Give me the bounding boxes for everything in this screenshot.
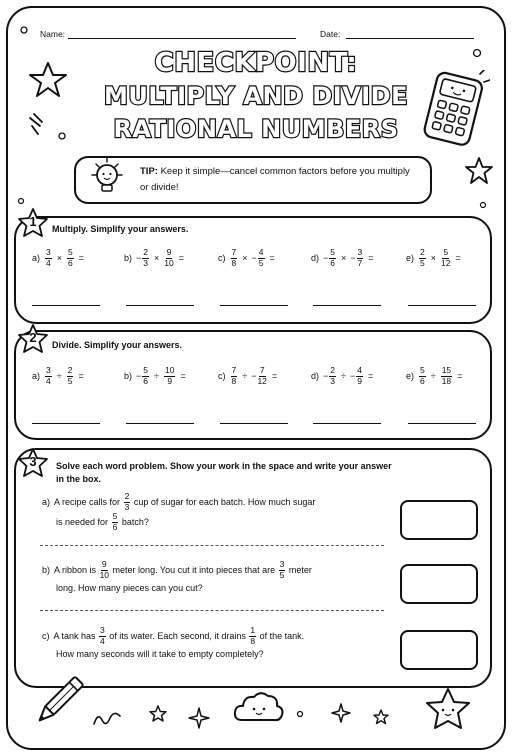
problem-section2 xyxy=(406,366,462,386)
problem-section1 xyxy=(311,248,374,268)
problem-label: a) xyxy=(32,253,41,263)
answer-line[interactable] xyxy=(126,305,194,306)
fraction: $\frac{3}{4}$ xyxy=(46,247,51,268)
small-circle-icon xyxy=(18,24,30,36)
problem-section2 xyxy=(124,366,186,386)
date-field[interactable] xyxy=(346,38,474,39)
equals-sign: = xyxy=(269,253,275,263)
problem-label: b) xyxy=(124,253,133,263)
name-label: Name: xyxy=(40,29,66,39)
sign: − xyxy=(349,371,356,381)
answer-box-c[interactable] xyxy=(400,630,478,670)
problem-label: a) xyxy=(32,371,41,381)
problem-section2 xyxy=(32,366,84,386)
problem-section1 xyxy=(218,248,275,268)
title-line-1: CHECKPOINT: xyxy=(154,48,358,78)
small-circle-icon xyxy=(294,708,306,720)
fraction: $\frac{3}{4}$ xyxy=(100,625,105,646)
fraction: $\frac{7}{12}$ xyxy=(257,365,267,386)
equals-sign: = xyxy=(271,371,278,381)
section-2-heading: Divide. Simplify your answers. xyxy=(52,340,183,350)
fraction: $\frac{5}{6}$ xyxy=(330,247,336,268)
operator: ÷ xyxy=(242,371,248,381)
pencil-icon xyxy=(28,670,88,734)
fraction: $\frac{2}{3}$ xyxy=(143,247,149,268)
answer-line[interactable] xyxy=(313,305,381,306)
equals-sign: = xyxy=(78,253,85,263)
sign: − xyxy=(136,371,142,381)
lightbulb-icon xyxy=(84,154,130,200)
sparkle-icon xyxy=(186,706,212,730)
work-divider xyxy=(40,610,384,611)
equals-sign: = xyxy=(367,371,374,381)
operator: ÷ xyxy=(154,371,159,381)
fraction: $\frac{7}{8}$ xyxy=(231,247,237,268)
sign: − xyxy=(323,253,329,263)
star-icon xyxy=(372,708,390,726)
small-circle-icon xyxy=(16,196,26,206)
answer-box-b[interactable] xyxy=(400,564,478,604)
fraction: $\frac{2}{5}$ xyxy=(420,247,425,268)
fraction: $\frac{9}{10}$ xyxy=(99,559,110,580)
problem-label: d) xyxy=(311,371,320,381)
word-problem-c: c) A tank has $\frac{3}{4}$ of its water. Each second, it drains $\frac{1}{8}$ of the tank. How many seconds will it take to empty completely? xyxy=(42,625,305,659)
tip-text xyxy=(140,164,420,196)
equals-sign: = xyxy=(180,371,186,381)
problem-section1 xyxy=(32,248,84,268)
problem-label: c) xyxy=(218,371,226,381)
fraction: $\frac{15}{18}$ xyxy=(441,365,452,386)
tip-label: TIP: xyxy=(140,166,158,177)
problem-label: e) xyxy=(406,371,415,381)
problem-section2 xyxy=(311,366,373,386)
answer-line[interactable] xyxy=(408,305,476,306)
fraction: $\frac{5}{6}$ xyxy=(112,511,118,532)
small-circle-icon xyxy=(478,200,488,210)
answer-line[interactable] xyxy=(220,423,288,424)
equals-sign: = xyxy=(178,253,185,263)
problem-section1 xyxy=(406,248,461,268)
answer-line[interactable] xyxy=(408,423,476,424)
work-divider xyxy=(40,545,384,546)
date-label: Date: xyxy=(320,29,341,39)
section-3-heading xyxy=(56,460,392,486)
section-3-heading-line-2: in the box. xyxy=(56,474,101,484)
cloud-icon xyxy=(232,688,286,726)
equals-sign: = xyxy=(455,253,461,263)
name-field[interactable] xyxy=(68,38,296,39)
sign: − xyxy=(350,253,356,263)
section-3-number: 3 xyxy=(29,454,37,469)
section-1-heading: Multiply. Simplify your answers. xyxy=(52,224,189,234)
title-line-3: RATIONAL NUMBERS xyxy=(113,115,399,143)
problem-label: d) xyxy=(311,253,320,263)
equals-sign: = xyxy=(457,371,463,381)
fraction: $\frac{3}{7}$ xyxy=(357,247,363,268)
star-icon xyxy=(148,704,168,724)
sign: − xyxy=(251,371,257,381)
sign: − xyxy=(251,253,257,263)
section-2-number: 2 xyxy=(29,330,37,345)
fraction: $\frac{2}{5}$ xyxy=(67,365,73,386)
section-3-heading-line-1: Solve each word problem. Show your work in the space and write your answer xyxy=(56,461,392,471)
fraction: $\frac{7}{8}$ xyxy=(231,365,237,386)
equals-sign: = xyxy=(368,253,374,263)
operator: ÷ xyxy=(56,371,62,381)
operator: × xyxy=(154,253,160,263)
fraction: $\frac{4}{9}$ xyxy=(357,365,362,386)
answer-line[interactable] xyxy=(126,423,194,424)
fraction: $\frac{5}{6}$ xyxy=(68,247,73,268)
fraction: $\frac{10}{9}$ xyxy=(164,365,175,386)
fraction: $\frac{3}{5}$ xyxy=(279,559,285,580)
sign: − xyxy=(136,253,142,263)
squiggle-line-icon xyxy=(92,708,122,730)
answer-box-a[interactable] xyxy=(400,500,478,540)
fraction: $\frac{2}{3}$ xyxy=(330,365,336,386)
answer-line[interactable] xyxy=(313,423,381,424)
fraction: $\frac{4}{5}$ xyxy=(258,247,264,268)
problem-section1 xyxy=(124,248,184,268)
tip-body: Keep it simple—cancel common factors before you multiply or divide! xyxy=(140,166,410,193)
fraction: $\frac{5}{12}$ xyxy=(441,247,451,268)
problem-label: e) xyxy=(406,253,415,263)
operator: × xyxy=(430,253,437,263)
equals-sign: = xyxy=(78,371,84,381)
answer-line[interactable] xyxy=(32,305,100,306)
problem-label: c) xyxy=(218,253,226,263)
operator: × xyxy=(341,253,347,263)
star-icon xyxy=(464,156,494,186)
operator: ÷ xyxy=(430,371,436,381)
sparkle-icon xyxy=(330,702,352,724)
problem-label: b) xyxy=(124,371,133,381)
word-problem-b: b) A ribbon is $\frac{9}{10}$ meter long. You cut it into pieces that are $\frac{3}{5}$ meter long. How many pieces can you cut? xyxy=(42,559,312,593)
operator: × xyxy=(56,253,63,263)
operator: ÷ xyxy=(341,371,346,381)
word-problem-a: a) A recipe calls for $\frac{2}{3}$ cup of sugar for each batch. How much sugar is needed for $\frac{5}{6}$ batch? xyxy=(42,491,316,532)
problem-section2 xyxy=(218,366,277,386)
title-line-2: MULTIPLY AND DIVIDE xyxy=(104,82,408,110)
fraction: $\frac{9}{10}$ xyxy=(164,247,174,268)
answer-line[interactable] xyxy=(220,305,288,306)
section-1-number: 1 xyxy=(29,214,37,229)
sign: − xyxy=(323,371,329,381)
operator: × xyxy=(242,253,248,263)
fraction: $\frac{2}{3}$ xyxy=(124,491,130,512)
fraction: $\frac{5}{6}$ xyxy=(420,365,425,386)
smiling-star-icon xyxy=(424,686,472,732)
fraction: $\frac{3}{4}$ xyxy=(46,365,51,386)
fraction: $\frac{5}{6}$ xyxy=(143,365,149,386)
fraction: $\frac{1}{8}$ xyxy=(250,625,256,646)
answer-line[interactable] xyxy=(32,423,100,424)
